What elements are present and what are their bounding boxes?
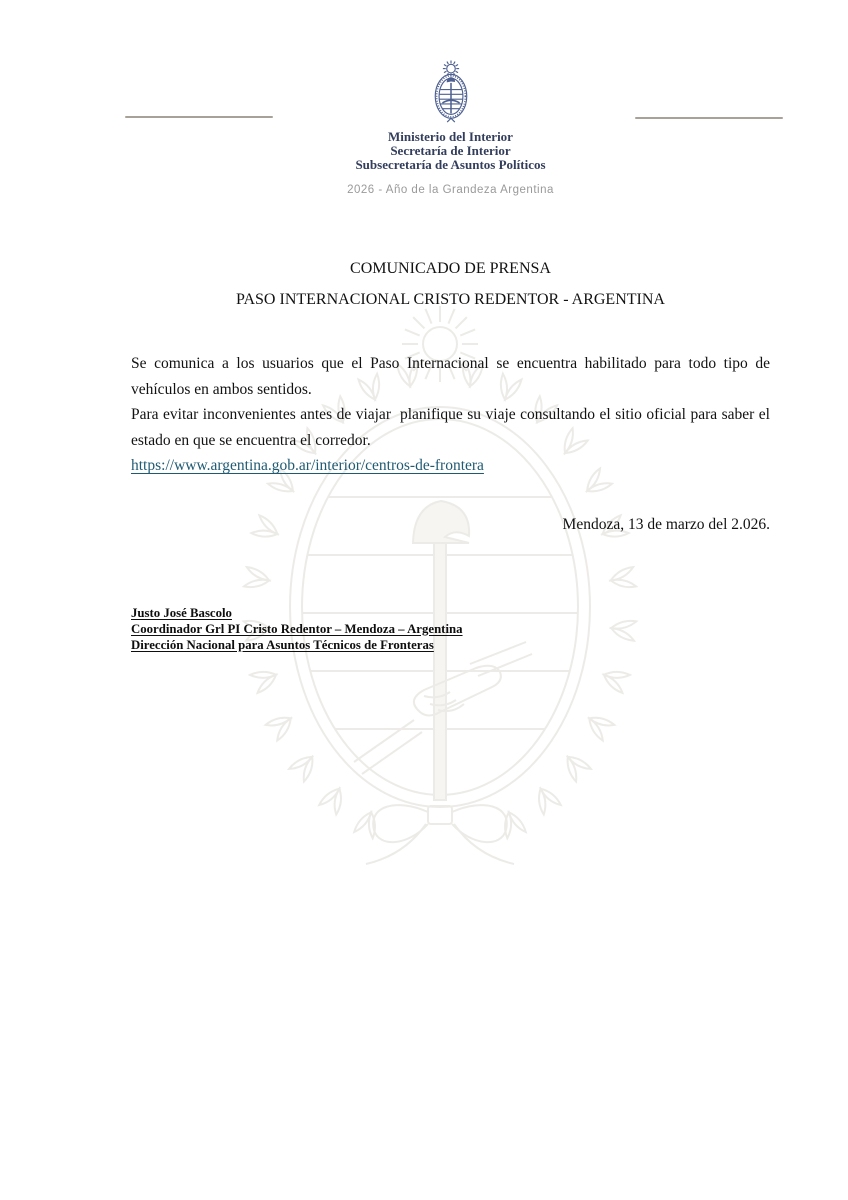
ministry-name-block (131, 130, 770, 172)
ministry-line-3: Subsecretaría de Asuntos Políticos (355, 157, 546, 172)
year-slogan: 2026 - Año de la Grandeza Argentina (347, 184, 554, 196)
signature-block (131, 605, 770, 653)
link-line (131, 453, 770, 479)
signer-name: Justo José Bascolo (131, 605, 232, 620)
dateline: Mendoza, 13 de marzo del 2.026. (562, 515, 770, 533)
signer-office: Dirección Nacional para Asuntos Técnicos de Fronteras (131, 637, 434, 652)
document-content (131, 0, 774, 653)
argentine-coat-of-arms-icon (426, 60, 476, 123)
frontier-centers-link[interactable]: https://www.argentina.gob.ar/interior/centros-de-frontera (131, 457, 484, 474)
ministry-line-2: Secretaría de Interior (390, 143, 511, 158)
ministry-header (131, 0, 770, 196)
paragraph-2: Para evitar inconvenientes antes de viajar planifique su viaje consultando el sitio oficial para saber el estado en que se encuentra el corredor. (131, 406, 774, 449)
paragraph-1: Se comunica a los usuarios que el Paso Internacional se encuentra habilitado para todo tipo de vehículos en ambos sentidos. (131, 355, 774, 398)
signer-role: Coordinador Grl PI Cristo Redentor – Mendoza – Argentina (131, 621, 463, 636)
body-text (131, 351, 774, 479)
ministry-line-1: Ministerio del Interior (388, 129, 513, 144)
document-subtitle: PASO INTERNACIONAL CRISTO REDENTOR - ARGENTINA (236, 291, 665, 308)
document-title: COMUNICADO DE PRENSA (350, 260, 551, 277)
